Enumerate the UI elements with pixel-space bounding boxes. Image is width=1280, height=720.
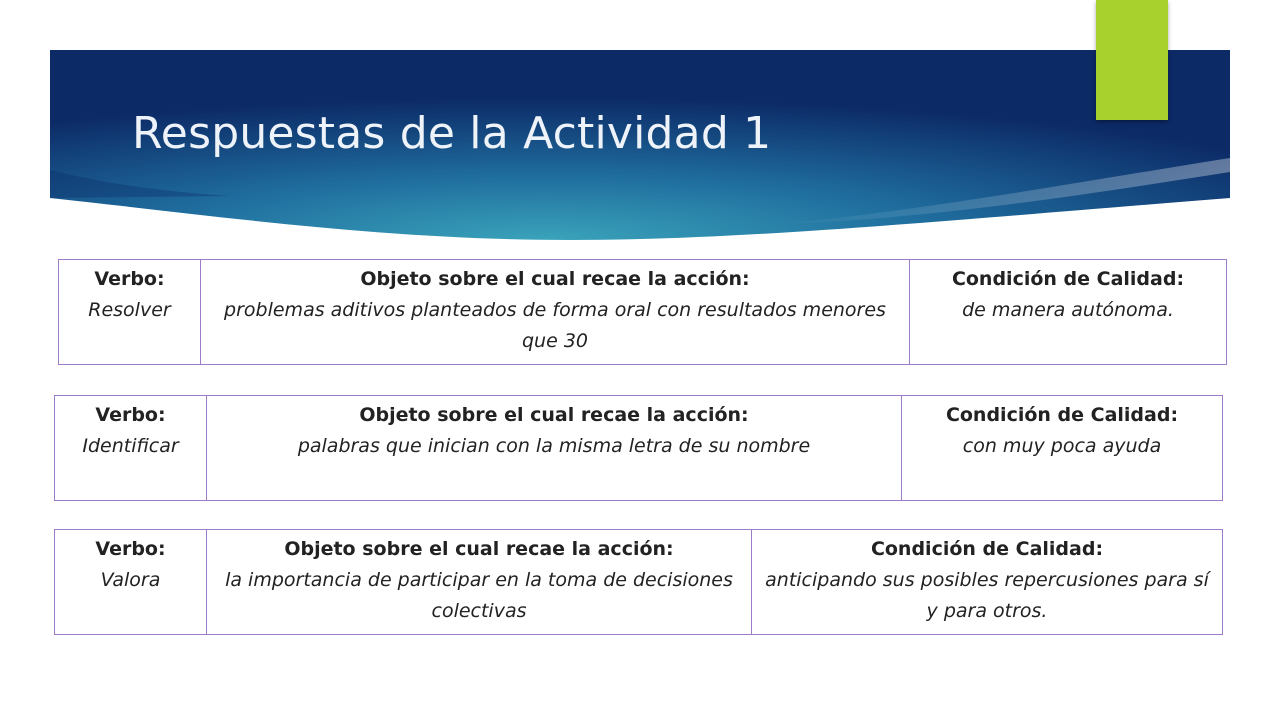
object-label: Objeto sobre el cual recae la acción:	[359, 404, 749, 426]
verb-label: Verbo:	[95, 538, 166, 560]
verb-value: Valora	[100, 569, 161, 591]
quality-label: Condición de Calidad:	[945, 404, 1179, 426]
quality-value: anticipando sus posibles repercusiones para sí y para otros.	[765, 569, 1209, 622]
object-cell	[207, 530, 752, 635]
quality-label: Condición de Calidad:	[870, 538, 1104, 560]
accent-bar	[1096, 0, 1168, 120]
table-row	[59, 260, 1227, 365]
verb-cell	[55, 530, 207, 635]
object-cell	[201, 260, 910, 365]
verb-label: Verbo:	[94, 268, 165, 290]
verb-value: Identificar	[82, 435, 179, 457]
object-value: palabras que inician con la misma letra de su nombre	[297, 435, 811, 457]
verb-value: Resolver	[88, 299, 171, 321]
object-label: Objeto sobre el cual recae la acción:	[360, 268, 750, 290]
quality-cell	[752, 530, 1223, 635]
verb-cell	[59, 260, 201, 365]
quality-cell	[902, 396, 1223, 501]
verb-cell	[55, 396, 207, 501]
object-cell	[207, 396, 902, 501]
table-row	[55, 530, 1223, 635]
object-value: la importancia de participar en la toma de decisiones colectivas	[225, 569, 733, 622]
quality-label: Condición de Calidad:	[951, 268, 1185, 290]
quality-value: con muy poca ayuda	[962, 435, 1162, 457]
table-row	[55, 396, 1223, 501]
objective-table-1	[58, 259, 1227, 365]
object-label: Objeto sobre el cual recae la acción:	[284, 538, 674, 560]
object-value: problemas aditivos planteados de forma oral con resultados menores que 30	[224, 299, 886, 352]
slide-title: Respuestas de la Actividad 1	[132, 108, 772, 159]
objective-table-3	[54, 529, 1223, 635]
quality-cell	[910, 260, 1227, 365]
verb-label: Verbo:	[95, 404, 166, 426]
objective-table-2	[54, 395, 1223, 501]
quality-value: de manera autónoma.	[962, 299, 1174, 321]
